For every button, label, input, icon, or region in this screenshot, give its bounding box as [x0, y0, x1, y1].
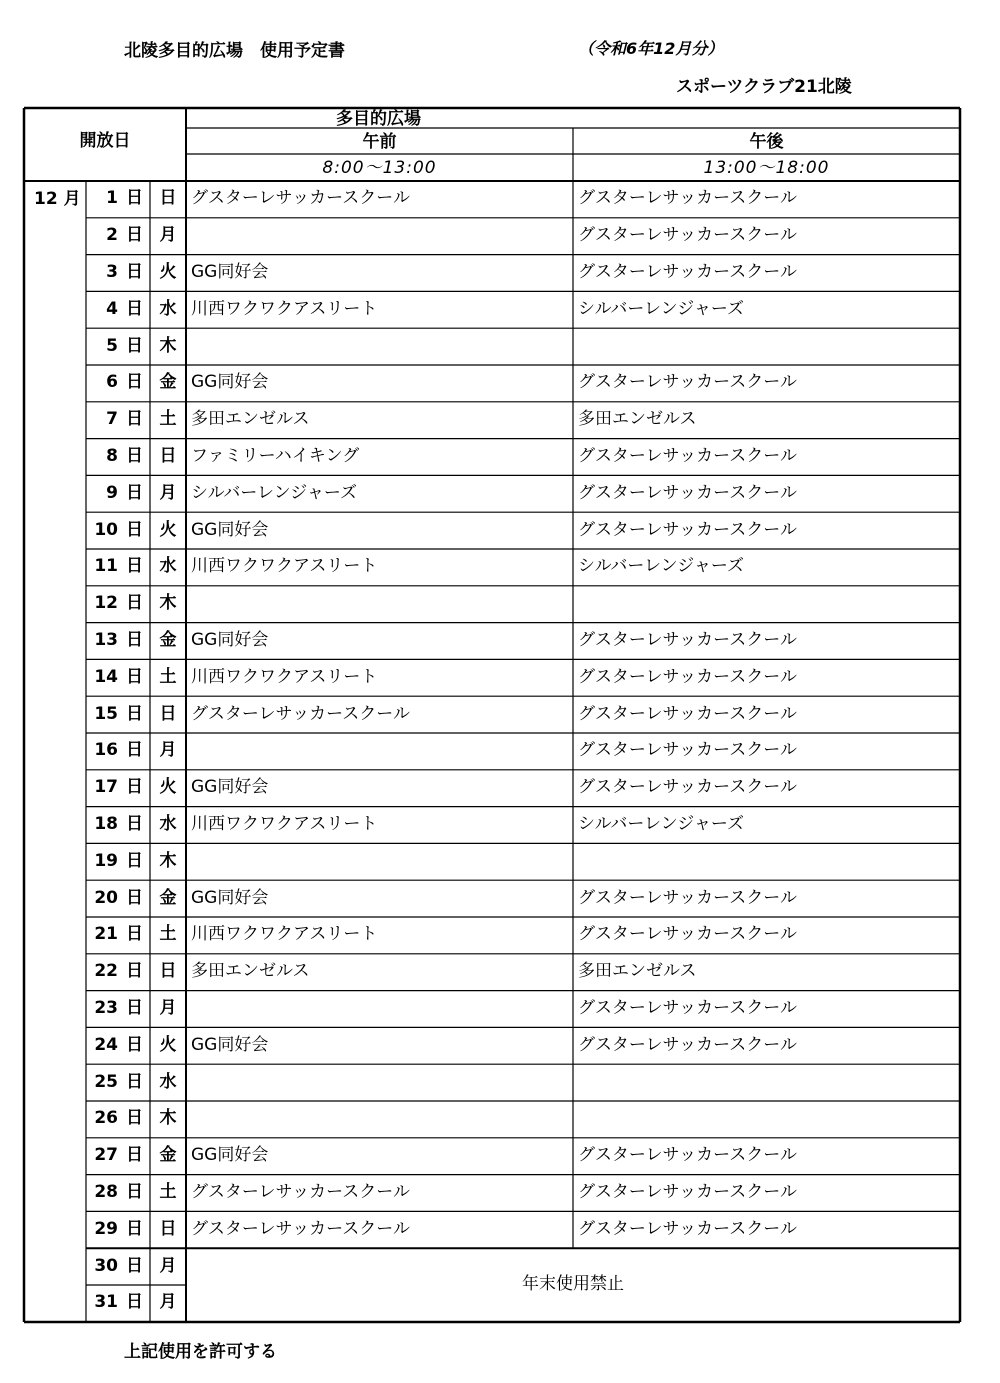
header-pm-time: 13:00～18:00	[703, 158, 830, 178]
am-organization: 川西ワクワクアスリート	[191, 666, 378, 687]
day-suffix: 日	[126, 703, 143, 724]
weekday: 日	[159, 1218, 177, 1239]
weekday: 水	[159, 1071, 177, 1092]
pm-organization: グスターレサッカースクール	[578, 225, 797, 246]
weekday: 日	[159, 703, 177, 724]
day-number: 30	[94, 1255, 118, 1276]
header-venue: 多目的広場	[336, 109, 421, 129]
weekday: 水	[159, 298, 177, 319]
weekday: 月	[159, 998, 177, 1018]
day-suffix: 日	[126, 740, 143, 761]
day-number: 5	[106, 335, 118, 356]
am-organization: GG同好会	[191, 630, 269, 650]
day-number: 3	[106, 262, 118, 282]
day-number: 29	[94, 1218, 118, 1239]
weekday: 火	[159, 262, 177, 282]
day-suffix: 日	[126, 556, 143, 577]
am-organization: ファミリーハイキング	[191, 446, 360, 466]
day-suffix: 日	[126, 850, 143, 871]
weekday: 水	[159, 814, 177, 834]
day-suffix: 日	[126, 262, 143, 282]
weekday: 金	[159, 1145, 177, 1166]
weekday: 木	[159, 335, 177, 356]
weekday: 土	[159, 924, 177, 945]
day-suffix: 日	[126, 777, 143, 798]
header-am-time: 8:00～13:00	[322, 158, 437, 178]
pm-organization: グスターレサッカースクール	[578, 1145, 797, 1166]
pm-organization: グスターレサッカースクール	[578, 924, 797, 945]
weekday: 土	[159, 409, 177, 430]
day-suffix: 日	[126, 593, 143, 614]
day-suffix: 日	[126, 482, 143, 503]
am-organization: グスターレサッカースクール	[191, 1182, 410, 1202]
day-suffix: 日	[126, 924, 143, 945]
document-title: 北陵多目的広場 使用予定書	[124, 41, 345, 61]
day-suffix: 日	[126, 188, 143, 209]
day-number: 9	[106, 482, 118, 503]
day-number: 14	[94, 666, 118, 687]
day-suffix: 日	[126, 519, 143, 540]
day-number: 22	[94, 961, 118, 982]
pm-organization: 多田エンゼルス	[578, 961, 697, 982]
weekday: 日	[159, 446, 177, 466]
am-organization: GG同好会	[191, 372, 269, 393]
day-number: 27	[94, 1145, 118, 1166]
header-am: 午前	[362, 132, 397, 152]
day-suffix: 日	[126, 1108, 143, 1129]
weekday: 木	[159, 1108, 177, 1129]
weekday: 土	[159, 666, 177, 687]
pm-organization: グスターレサッカースクール	[578, 446, 797, 466]
am-organization: GG同好会	[191, 887, 269, 908]
pm-organization: グスターレサッカースクール	[578, 372, 797, 393]
weekday: 水	[159, 556, 177, 577]
day-number: 19	[94, 850, 118, 871]
month-label: 12 月	[34, 189, 81, 209]
weekday: 金	[159, 372, 177, 393]
day-suffix: 日	[126, 1218, 143, 1239]
approval-note: 上記使用を許可する	[124, 1342, 277, 1362]
pm-organization: シルバーレンジャーズ	[578, 298, 745, 319]
day-number: 6	[106, 372, 118, 393]
weekday: 月	[159, 1255, 177, 1276]
day-number: 12	[94, 593, 118, 614]
pm-organization: グスターレサッカースクール	[578, 482, 797, 503]
day-suffix: 日	[126, 1071, 143, 1092]
weekday: 木	[159, 593, 177, 614]
pm-organization: グスターレサッカースクール	[578, 703, 797, 724]
weekday: 火	[159, 519, 177, 540]
day-suffix: 日	[126, 1292, 143, 1313]
am-organization: グスターレサッカースクール	[191, 188, 410, 209]
day-suffix: 日	[126, 446, 143, 466]
weekday: 火	[159, 777, 177, 798]
day-number: 28	[94, 1182, 118, 1202]
day-number: 20	[94, 887, 118, 908]
day-number: 18	[94, 814, 118, 834]
day-suffix: 日	[126, 1034, 143, 1055]
weekday: 土	[159, 1182, 177, 1202]
am-organization: 多田エンゼルス	[191, 961, 310, 982]
weekday: 木	[159, 850, 177, 871]
pm-organization: グスターレサッカースクール	[578, 887, 797, 908]
weekday: 日	[159, 961, 177, 982]
day-number: 25	[94, 1071, 118, 1092]
am-organization: グスターレサッカースクール	[191, 1218, 410, 1239]
am-organization: 川西ワクワクアスリート	[191, 814, 378, 834]
day-number: 2	[106, 225, 118, 246]
am-organization: GG同好会	[191, 1034, 269, 1055]
weekday: 月	[159, 1292, 177, 1313]
day-number: 15	[94, 703, 118, 724]
pm-organization: グスターレサッカースクール	[578, 998, 797, 1018]
day-suffix: 日	[126, 225, 143, 246]
am-organization: GG同好会	[191, 777, 269, 798]
weekday: 日	[159, 188, 177, 209]
day-suffix: 日	[126, 409, 143, 430]
day-suffix: 日	[126, 961, 143, 982]
am-organization: グスターレサッカースクール	[191, 703, 410, 724]
day-suffix: 日	[126, 1182, 143, 1202]
day-suffix: 日	[126, 335, 143, 356]
weekday: 月	[159, 740, 177, 761]
am-organization: 川西ワクワクアスリート	[191, 556, 378, 577]
weekday: 金	[159, 630, 177, 650]
weekday: 火	[159, 1034, 177, 1055]
pm-organization: グスターレサッカースクール	[578, 740, 797, 761]
weekday: 金	[159, 887, 177, 908]
day-number: 8	[106, 446, 118, 466]
day-number: 16	[94, 740, 118, 761]
am-organization: 多田エンゼルス	[191, 409, 310, 430]
header-pm: 午後	[749, 132, 784, 152]
day-number: 1	[106, 188, 118, 209]
am-organization: 川西ワクワクアスリート	[191, 924, 378, 945]
day-suffix: 日	[126, 998, 143, 1018]
pm-organization: シルバーレンジャーズ	[578, 556, 745, 577]
day-number: 21	[94, 924, 118, 945]
pm-organization: グスターレサッカースクール	[578, 1034, 797, 1055]
day-suffix: 日	[126, 372, 143, 393]
day-number: 23	[94, 998, 118, 1018]
day-number: 10	[94, 519, 118, 540]
day-number: 17	[94, 777, 118, 798]
pm-organization: グスターレサッカースクール	[578, 630, 797, 650]
am-organization: GG同好会	[191, 519, 269, 540]
day-suffix: 日	[126, 1255, 143, 1276]
pm-organization: 多田エンゼルス	[578, 409, 697, 430]
day-suffix: 日	[126, 887, 143, 908]
pm-organization: グスターレサッカースクール	[578, 777, 797, 798]
am-organization: GG同好会	[191, 1145, 269, 1166]
pm-organization: グスターレサッカースクール	[578, 262, 797, 282]
pm-organization: グスターレサッカースクール	[578, 666, 797, 687]
day-suffix: 日	[126, 630, 143, 650]
pm-organization: シルバーレンジャーズ	[578, 814, 745, 834]
year-end-closed-note: 年末使用禁止	[522, 1274, 624, 1294]
pm-organization: グスターレサッカースクール	[578, 1218, 797, 1239]
day-suffix: 日	[126, 814, 143, 834]
club-name: スポーツクラブ21北陵	[676, 77, 852, 97]
day-number: 7	[106, 409, 118, 430]
pm-organization: グスターレサッカースクール	[578, 519, 797, 540]
header-open-day: 開放日	[79, 131, 131, 151]
day-number: 26	[94, 1108, 118, 1129]
day-number: 4	[106, 298, 118, 319]
weekday: 月	[159, 482, 177, 503]
am-organization: シルバーレンジャーズ	[191, 482, 358, 503]
period-label: （令和6年12月分）	[578, 39, 724, 58]
am-organization: GG同好会	[191, 262, 269, 282]
weekday: 月	[159, 225, 177, 246]
pm-organization: グスターレサッカースクール	[578, 188, 797, 209]
am-organization: 川西ワクワクアスリート	[191, 298, 378, 319]
day-suffix: 日	[126, 1145, 143, 1166]
day-suffix: 日	[126, 666, 143, 687]
day-suffix: 日	[126, 298, 143, 319]
pm-organization: グスターレサッカースクール	[578, 1182, 797, 1202]
day-number: 11	[94, 556, 118, 577]
day-number: 13	[94, 630, 118, 650]
day-number: 24	[94, 1034, 118, 1055]
day-number: 31	[94, 1292, 118, 1313]
